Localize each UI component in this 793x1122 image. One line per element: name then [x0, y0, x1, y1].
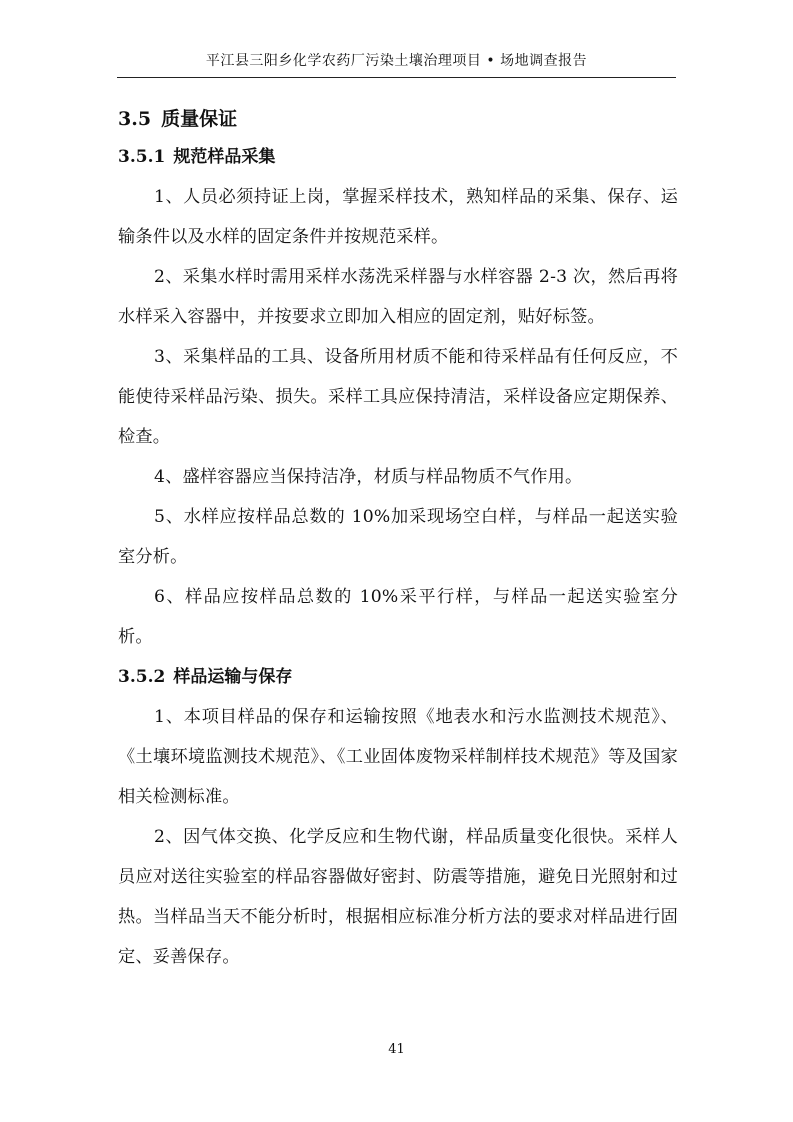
- paragraph: 2、因气体交换、化学反应和生物代谢，样品质量变化很快。采样人员应对送往实验室的样品容器做好密封、防震等措施，避免日光照射和过热。当样品当天不能分析时，根据相应标准分析方法的要求对样品进行固定、妥善保存。: [118, 827, 678, 967]
- paragraph: 4、盛样容器应当保持洁净，材质与样品物质不气作用。: [154, 467, 583, 487]
- section-title: 质量保证: [161, 108, 238, 130]
- paragraph: 3、采集样品的工具、设备所用材质不能和待采样品有任何反应，不能使待采样品污染、损失。采样工具应保持清洁，采样设备应定期保养、检查。: [118, 347, 678, 447]
- paragraph: 1、本项目样品的保存和运输按照《地表水和污水监测技术规范》、《土壤环境监测技术规范》、《工业固体废物采样制样技术规范》等及国家相关检测标准。: [118, 707, 678, 807]
- document-body: [118, 101, 678, 977]
- subsection-number: 3.5.1: [118, 147, 166, 167]
- paragraph: 5、水样应按样品总数的 10%加采现场空白样，与样品一起送实验室分析。: [118, 507, 678, 567]
- section-number: 3.5: [118, 108, 152, 130]
- header-title: 平江县三阳乡化学农药厂污染土壤治理项目 • 场地调查报告: [205, 53, 588, 69]
- subsection-heading-transport: [118, 657, 678, 697]
- paragraph: 6、样品应按样品总数的 10%采平行样，与样品一起送实验室分析。: [118, 587, 678, 647]
- page-number: 41: [388, 1042, 405, 1057]
- subsection-title: 样品运输与保存: [173, 667, 293, 687]
- paragraph: 2、采集水样时需用采样水荡洗采样器与水样容器 2-3 次，然后再将水样采入容器中，并按要求立即加入相应的固定剂，贴好标签。: [118, 267, 678, 327]
- subsection-heading-sampling: [118, 137, 678, 177]
- subsection-title: 规范样品采集: [173, 147, 276, 167]
- paragraph: 1、人员必须持证上岗，掌握采样技术，熟知样品的采集、保存、运输条件以及水样的固定条件并按规范采样。: [118, 187, 678, 247]
- section-heading: [118, 101, 678, 137]
- page-header: [117, 47, 676, 78]
- subsection-number: 3.5.2: [118, 667, 166, 687]
